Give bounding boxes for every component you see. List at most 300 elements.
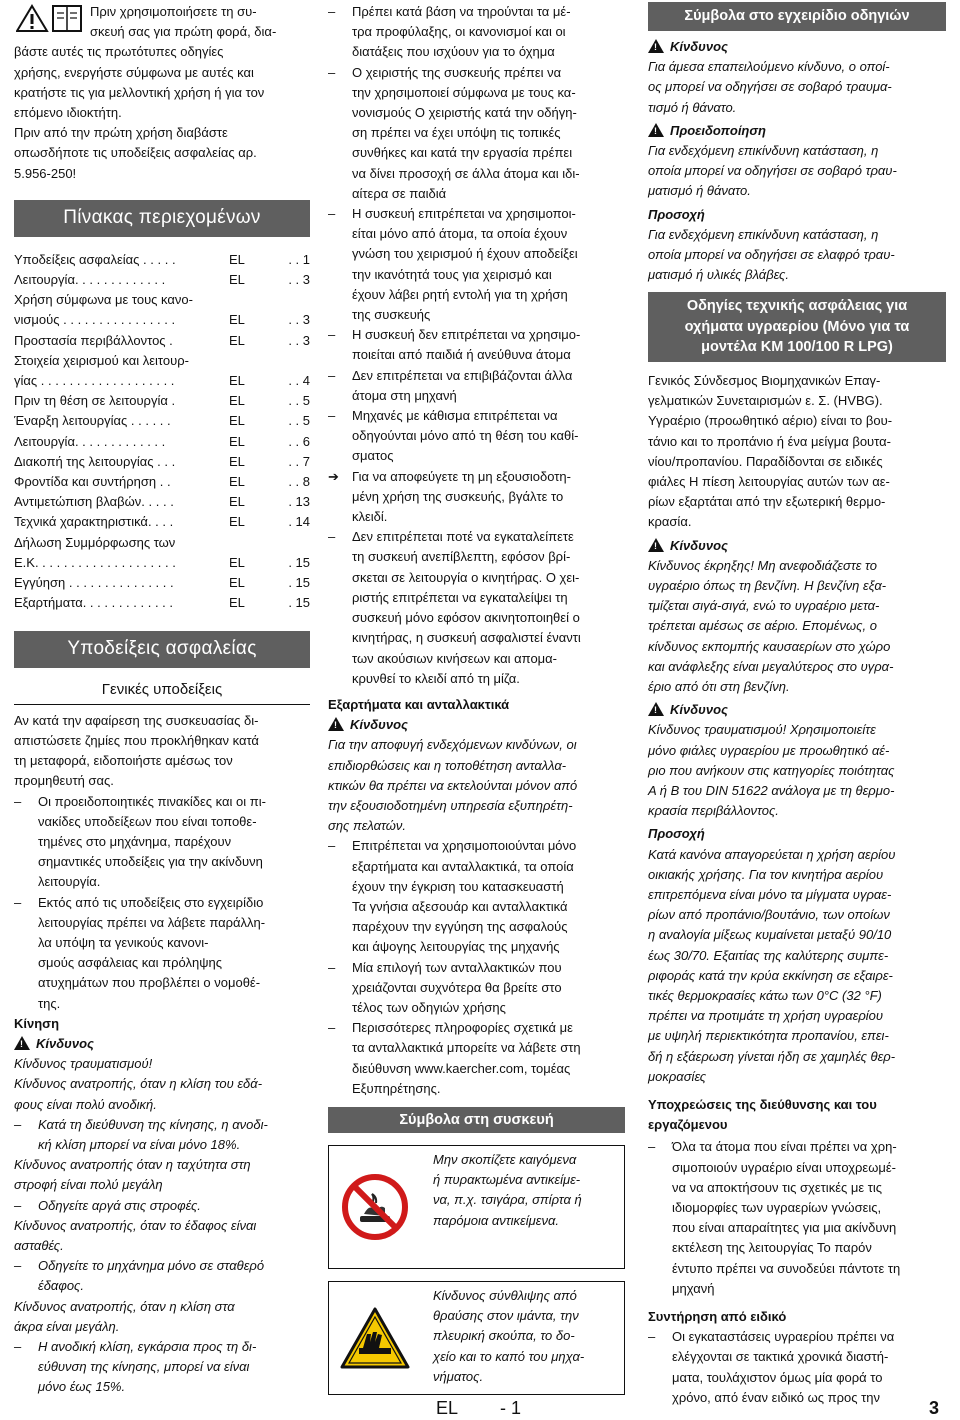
list-item — [328, 836, 625, 957]
toc-entry[interactable] — [14, 331, 310, 351]
text-line: οχήματα υγραερίου (Μόνο για τα — [684, 318, 910, 335]
text-line: Κίνδυνος ανατροπής, όταν η κλίση στα — [14, 1298, 235, 1314]
toc-entry-page: . . 6 — [288, 433, 310, 449]
toc-entry-page: . 13 — [288, 494, 310, 510]
bullet-dash: – — [648, 1139, 656, 1155]
text-line: έχουν λάβει ρητή εντολή για τη χρήση — [352, 286, 568, 302]
text-line: φιάλες Η πίεση λειτουργίας αυτών των αε- — [648, 473, 890, 489]
danger-label-text: Κίνδυνος — [36, 1035, 94, 1051]
list-item — [328, 63, 625, 204]
danger-label-text: Κίνδυνος — [350, 717, 408, 733]
warning-triangle-icon — [648, 39, 664, 53]
list-item — [328, 958, 625, 1019]
text-line: χρειάζονται συχνότερα θα βρείτε στο — [352, 979, 562, 995]
accessories-list — [328, 836, 625, 1099]
text-line: άκρα είναι μεγάλη. — [14, 1318, 120, 1334]
text-line: ριο που ανήκουν στις κατηγορίες ποιότητας — [648, 762, 895, 778]
list-item — [648, 1327, 946, 1408]
toc-entry[interactable] — [14, 512, 310, 532]
text-line: τη συσκευή ανεπίβλεπτη, εφόσον βρί- — [352, 549, 571, 565]
list-item — [328, 204, 625, 325]
toc-entry[interactable] — [14, 492, 310, 512]
list-item — [328, 2, 625, 63]
text-line: σκεται σε λειτουργία ο κινητήρας. Ο χει- — [352, 569, 580, 585]
text-line: Μία επιλογή των ανταλλακτικών που — [352, 959, 562, 975]
text-line: ματισμό ή υλικές βλάβες. — [648, 267, 789, 283]
no-burning-objects-icon — [329, 1146, 421, 1268]
danger-label-text: Κίνδυνος — [670, 537, 728, 553]
toc-entry-page: . 15 — [288, 595, 310, 611]
text-line: τημένες στο μηχάνημα, παρέχουν — [38, 833, 232, 849]
text-line: ελέγχονται σε τακτικά χρονικά διαστή- — [672, 1349, 889, 1365]
toc-entry-lang: EL — [229, 393, 245, 409]
text-line: τάνιο και το προπάνιο ή ένα μείγμα βουτα- — [648, 433, 891, 449]
text-line: Αν κατά την αφαίρεση της συσκευασίας δι- — [14, 712, 259, 728]
text-line: ρίων από προπάνιο/βουτάνιο, των οποίων — [648, 907, 890, 923]
text-line: να δίνει προσοχή σε άλλα άτομα και ιδι- — [352, 165, 580, 181]
text-line: κρασία. — [648, 514, 692, 530]
toc-entry[interactable] — [14, 391, 310, 411]
text-line: συσκευή μόνο εφόσον ακινητοποιηθεί ο — [352, 610, 580, 626]
text-line: έδαφος. — [38, 1278, 84, 1294]
warning-text — [648, 141, 946, 202]
text-line: την χρησιμοποιεί σύμφωνα με τους κα- — [352, 84, 576, 100]
text-line: σης πελατών. — [328, 818, 406, 834]
text-line: λειτουργίας πρέπει να λάβετε παράλλη- — [38, 914, 266, 930]
text-line: ση πρέπει να έχει υπόψη τις τοπικές — [352, 125, 561, 141]
text-line: χείο και το καπό του μηχα- — [433, 1348, 585, 1364]
text-line: Κίνδυνος ανατροπής, όταν το έδαφος είναι — [14, 1217, 257, 1233]
text-line: νήματος. — [433, 1368, 484, 1384]
text-line: τμίζεται σιγά-σιγά, ενώ το υγραέριο μετα- — [648, 598, 880, 614]
toc-title: Πίνακας περιεχομένων — [14, 200, 310, 237]
intro-line: Πριν από την πρώτη χρήση διαβάστε — [14, 125, 228, 141]
text-line: Υγραέριο (προωθητικό αέριο) είναι το βου- — [648, 413, 893, 429]
toc-entry-label: Ε.Κ. . . . . . . . . . . . . . . . . . . . — [14, 554, 176, 570]
toc-entry[interactable] — [14, 533, 310, 573]
toc-entry-lang: EL — [229, 332, 245, 348]
text-line: εύθυνση της κίνησης, μπορεί να είναι — [38, 1359, 250, 1375]
text-line: εργαζόμενου — [648, 1117, 728, 1133]
column-1 — [14, 2, 310, 1398]
danger-text — [648, 57, 946, 118]
symbol-no-burning-objects — [328, 1145, 625, 1269]
manual-symbols-title: Σύμβολα στο εγχειρίδιο οδηγιών — [648, 2, 946, 31]
toc-entry-page: . . 3 — [288, 332, 310, 348]
text-line: σμούς ασφάλειας και πρόληψης — [38, 955, 222, 971]
toc-entry-label: γίας . . . . . . . . . . . . . . . . . . . — [14, 373, 175, 389]
text-line: οποία μπορεί να οδηγήσει σε σοβαρό τραυ- — [648, 163, 897, 179]
text-line: ατυχημάτων που προβλέπει ο νομοθέ- — [38, 975, 261, 991]
text-line: ριφοράς κατά την κρύα εκκίνηση σε εξαιρε- — [648, 967, 893, 983]
toc-entry-label: Εξαρτήματα. . . . . . . . . . . . . — [14, 595, 174, 611]
text-line: κή κλίση μπορεί να είναι μόνο 18%. — [38, 1136, 241, 1152]
text-line: οποία μπορεί να οδηγήσει σε ελαφρό τραυ- — [648, 247, 895, 263]
text-line: λειτουργία. — [38, 874, 101, 890]
symbol-text — [421, 1282, 624, 1394]
toc-entry-lang: EL — [229, 575, 245, 591]
general-paragraph — [14, 711, 310, 792]
bullet-dash: – — [14, 1116, 22, 1132]
intro-line: χρήσης, ενεργήστε σύμφωνα με αυτές και — [14, 64, 254, 80]
text-line: Κίνδυνος ανατροπής όταν η ταχύτητα στη — [14, 1157, 251, 1173]
text-line: της. — [38, 995, 61, 1011]
bullet-dash: – — [328, 529, 336, 545]
toc-entry-label: Προστασία περιβάλλοντος . — [14, 332, 173, 348]
text-line: Α ή Β του DIN 51622 ανάλογα με τη θερμο- — [648, 783, 895, 798]
movement-danger-label — [14, 1034, 310, 1054]
list-item — [14, 1196, 310, 1216]
text-line: ιδιομορφίες των υγραερίων γνώσεις, — [672, 1200, 882, 1216]
symbol-text — [421, 1146, 624, 1268]
warning-triangle-icon — [648, 538, 664, 552]
text-line: Η συσκευή δεν επιτρέπεται να χρησιμο- — [352, 327, 581, 343]
text-line: Περισσότερες πληροφορίες σχετικά με — [352, 1020, 573, 1036]
toc-entry[interactable] — [14, 452, 310, 472]
text-line: ος μπορεί να οδηγήσει σε σοβαρό τραυμα- — [648, 79, 892, 95]
text-line: να, π.χ. τσιγάρα, σπίρτα ή — [433, 1192, 582, 1208]
footer-section-page: - 1 — [500, 1398, 522, 1418]
list-item — [328, 467, 625, 528]
text-line: σματος — [352, 448, 394, 464]
text-line: κτικών θα πρέπει να εκτελούνται μόνον από — [328, 777, 578, 793]
text-line: έριο από ότι στη βενζίνη. — [648, 678, 790, 694]
toc-entry-label-line1: Δήλωση Συμμόρφωσης των — [14, 534, 176, 550]
text-line: Κίνδυνος ανατροπής, όταν η κλίση του εδά- — [14, 1076, 263, 1092]
danger-label — [648, 536, 946, 556]
text-line: οδηγούνται μόνο από τη θέση του καθί- — [352, 428, 579, 444]
bullet-dash: – — [328, 408, 336, 424]
text-line: ριστής επιτρέπεται να εγκαταλείψει τη — [352, 589, 568, 605]
toc-entry-label-line1: Στοιχεία χειρισμού και λειτουρ- — [14, 352, 189, 368]
list-item — [14, 1256, 310, 1296]
text-line: νονισμούς Ο χειριστής κατά την οδήγη- — [352, 105, 577, 121]
text-line: Ο χειριστής της συσκευής πρέπει να — [352, 64, 562, 80]
list-item — [328, 366, 625, 406]
text-line: θραύσης στον ιμάντα, την — [433, 1308, 579, 1324]
general-heading: Γενικές υποδείξεις — [14, 676, 310, 704]
text-line: ματισμό ή θάνατο. — [648, 183, 751, 199]
text-line: αίτερα σε παιδιά — [352, 185, 447, 201]
text-line: κρασία περιβάλλοντος. — [648, 803, 779, 819]
toc-entry-lang: EL — [229, 312, 245, 328]
text-line: Δεν επιτρέπεται να επιβιβάζονται άλλα — [352, 367, 573, 383]
toc-entry-page: . 15 — [288, 554, 310, 570]
toc-entry-lang: EL — [229, 554, 245, 570]
bullet-dash: – — [328, 959, 336, 975]
text-line: Επιτρέπεται να χρησιμοποιούνται μόνο — [352, 838, 577, 854]
text-line: ασταθές. — [14, 1237, 64, 1253]
toc-entry-lang: EL — [229, 514, 245, 530]
text-line: Κίνδυνος σύνθλιψης από — [433, 1287, 577, 1303]
toc-entry-page: . . 4 — [288, 373, 310, 389]
list-item — [14, 1115, 310, 1155]
bullet-dash: – — [14, 1338, 22, 1354]
text-line: σημαντικές υποδείξεις για την ακίνδυνη — [38, 854, 263, 870]
caution-label: Προσοχή — [648, 206, 705, 222]
text-line: εκτέλεση της λειτουργίας Το παρόν — [672, 1240, 872, 1256]
toc-entry-lang: EL — [229, 373, 245, 389]
toc-entry-label: Πριν τη θέση σε λειτουργία . — [14, 393, 176, 409]
text-line: Πρέπει κατά βάση να τηρούνται τα μέ- — [352, 4, 571, 19]
toc-entry-page: . . 3 — [288, 312, 310, 328]
toc-entry-lang: EL — [229, 433, 245, 449]
bullet-dash: – — [328, 1020, 336, 1036]
accessories-heading: Εξαρτήματα και ανταλλακτικά — [328, 696, 510, 712]
text-line: που είναι απαραίτητες για μια ακίνδυνη — [672, 1220, 897, 1236]
list-item — [328, 1018, 625, 1099]
warning-triangle-icon — [648, 123, 664, 137]
text-line: Οδηγίες τεχνικής ασφάλειας για — [686, 298, 908, 315]
toc-entry-label: Φροντίδα και συντήρηση . . — [14, 474, 171, 490]
warning-triangle-icon — [328, 717, 344, 731]
toc-entry[interactable] — [14, 593, 310, 613]
text-line: Εξυπηρέτησης. — [352, 1080, 441, 1096]
text-line: είται μόνο από άτομα, τα οποία έχουν — [352, 226, 568, 242]
toc-entry-page: . . 8 — [288, 474, 310, 490]
text-line: μοκρασίες — [648, 1068, 707, 1084]
bullet-dash: – — [328, 206, 336, 222]
bullet-dash: – — [328, 838, 336, 854]
text-line: με υψηλή περιεκτικότητα προπανίου, επει- — [648, 1028, 889, 1044]
warning-label-text: Προειδοποίηση — [670, 122, 766, 138]
bullet-dash: – — [328, 64, 336, 80]
bullet-dash: – — [14, 894, 22, 910]
toc-entry-label: νισμούς . . . . . . . . . . . . . . . . — [14, 312, 176, 328]
text-line: Για την αποφυγή ενδεχόμενων κινδύνων, οι — [328, 737, 577, 753]
text-line: γελματικών Συνεταιρισμών ε. Σ. (HVBG). — [648, 393, 883, 409]
text-line: την ικανότητά τους για χειρισμό και — [352, 266, 552, 282]
bullet-dash: – — [648, 1329, 656, 1345]
text-line: Η ανοδική κλίση, εγκάρσια προς τη δι- — [38, 1338, 257, 1354]
list-item — [328, 527, 625, 689]
text-line: άτομα στη μηχανή — [352, 387, 457, 403]
intro-line: επόμενο ιδιοκτήτη. — [14, 105, 122, 121]
lpg-paragraph — [648, 371, 946, 533]
toc-entry-page: . 14 — [288, 514, 310, 530]
text-line: συνθήκες και κατά την εργασία πρέπει — [352, 145, 573, 161]
text-line: Τα γνήσια αξεσουάρ και ανταλλακτικά — [352, 898, 568, 914]
danger-label-text: Κίνδυνος — [670, 702, 728, 718]
toc-entry-page: . . 7 — [288, 453, 310, 469]
bullet-dash: – — [328, 367, 336, 383]
text-line: λα υπόψη τα γενικούς κανονι- — [38, 934, 209, 950]
toc-entry-lang: EL — [229, 494, 245, 510]
text-line: Κίνδυνος τραυματισμού! Χρησιμοποιείτε — [648, 722, 876, 738]
warning-label — [648, 121, 946, 141]
toc-entry[interactable] — [14, 472, 310, 492]
text-line: προμηθευτή σας. — [14, 773, 114, 789]
text-line: Κίνδυνος έκρηξης! Μη ανεφοδιάζεστε το — [648, 557, 877, 573]
list-item — [328, 325, 625, 365]
bullet-dash: – — [328, 327, 336, 343]
text-line: έντυπο πρέπει να συνοδεύει πάντοτε τη — [672, 1260, 901, 1276]
text-line: τρέπεται αμέσως σε αέριο. Επομένως, ο — [648, 618, 877, 634]
text-line: Κίνδυνος τραυματισμού! — [14, 1056, 153, 1072]
arrow-right-icon: ➔ — [328, 468, 339, 484]
text-line: υγραέριο όπως τη βενζίνη. Η βενζίνη εξα- — [648, 577, 887, 593]
toc-entry-lang: EL — [229, 595, 245, 611]
text-line: Υποχρεώσεις της διεύθυνσης και του — [648, 1097, 877, 1113]
intro-icons — [16, 4, 86, 34]
text-line: διεύθυνση www.kaercher.com, τομέας — [352, 1060, 571, 1076]
text-line: νίου/προπανίου. Παραδίδονται σε ειδικές — [648, 453, 883, 469]
toc-entry-label: Διακοπή της λειτουργίας . . . — [14, 453, 176, 469]
duties-heading — [648, 1095, 946, 1135]
bullet-dash: – — [14, 793, 22, 809]
text-line: φους είναι πολύ ανοδική. — [14, 1096, 157, 1112]
bullet-dash: – — [328, 4, 336, 19]
intro-line: σκευή σας για πρώτη φορά, δια- — [90, 24, 277, 40]
warning-triangle-icon — [648, 702, 664, 716]
text-line: έχουν την έγκριση του κατασκευαστή — [352, 878, 564, 894]
accessories-danger-label — [328, 715, 625, 735]
toc-entry-label: Λειτουργία. . . . . . . . . . . . . — [14, 272, 166, 288]
caution-label: Προσοχή — [648, 826, 705, 842]
text-line: ρίων εξαρτάται από την εξωτερική θερμο- — [648, 494, 886, 510]
intro-block — [14, 2, 310, 184]
toc-entry-label: Εγγύηση . . . . . . . . . . . . . . . — [14, 575, 174, 591]
text-line: Εκτός από τις υποδείξεις στο εγχειρίδιο — [38, 894, 264, 910]
warning-triangle-icon — [17, 6, 47, 31]
toc-entry[interactable] — [14, 411, 310, 431]
toc-entry-lang: EL — [229, 413, 245, 429]
danger-label — [648, 700, 946, 720]
text-line: μοντέλα KM 100/100 R LPG) — [701, 339, 893, 356]
text-line: Για άμεσα επαπειλούμενο κίνδυνο, ο οποί- — [648, 59, 890, 75]
text-line: η αναλογία μίξεως κυμαίνεται μεταξύ 90/10 — [648, 927, 892, 943]
intro-line: οπωσδήποτε τις υποδείξεις ασφαλείας αρ. — [14, 145, 257, 161]
specialist-heading: Συντήρηση από ειδικό — [648, 1309, 787, 1325]
text-line: ματα, τουλάχιστον όμως μία φορά το — [672, 1369, 883, 1385]
text-line: Γενικός Σύνδεσμος Βιομηχανικών Επαγ- — [648, 372, 881, 388]
text-line: Για ενδεχόμενη επικίνδυνη κατάσταση, η — [648, 226, 879, 242]
toc-entry-lang: EL — [229, 474, 245, 490]
toc-entry[interactable] — [14, 573, 310, 593]
toc-entry-label: Τεχνικά χαρακτηριστικά. . . . — [14, 514, 174, 530]
text-line: επιτρεπόμενα είναι μόνο τα μίγματα υγραε- — [648, 887, 892, 903]
text-line: Η συσκευή επιτρέπεται να χρησιμοποι- — [352, 206, 576, 222]
intro-line: κρατήστε τις για μελλοντική χρήση ή για τον — [14, 84, 265, 100]
text-line: κρυνθεί το κλειδί από τη μίζα. — [352, 670, 520, 686]
text-line: τέλος των οδηγιών χρήσης — [352, 999, 506, 1015]
text-line: μηχανή — [672, 1280, 715, 1296]
text-line: χρόνο, από έναν ειδικό ως προς την — [672, 1389, 881, 1405]
text-line: τικές θερμοκρασίες κάτω των 0°C (32 °F) — [648, 988, 882, 1004]
manual-book-icon — [53, 6, 81, 31]
accessories-text — [328, 735, 625, 836]
text-line: παρόμοια αντικείμενα. — [433, 1212, 560, 1228]
text-line: οικιακής χρήσης. Για τον κινητήρα αερίου — [648, 866, 884, 882]
toc-entry[interactable] — [14, 250, 310, 270]
toc-entry-page: . . 1 — [288, 251, 310, 267]
danger-label — [648, 37, 946, 57]
toc-entry-lang: EL — [229, 251, 245, 267]
text-line: Μηχανές με κάθισμα επιτρέπεται να — [352, 408, 558, 424]
column-3 — [648, 2, 946, 1408]
text-line: των ακούσιων κινήσεων και απομα- — [352, 650, 558, 666]
list-item — [648, 1137, 946, 1299]
toc-entry-lang: EL — [229, 272, 245, 288]
text-line: διατάξεις που ισχύουν για το όχημα — [352, 44, 555, 60]
text-line: Οδηγείτε το μηχάνημα μόνο σε σταθερό — [38, 1258, 265, 1274]
bullet-dash: – — [14, 1197, 22, 1213]
text-line: πρέπει να προτιμάτε τη χρήση υγραερίου — [648, 1008, 884, 1024]
injury-danger-text — [648, 720, 946, 821]
text-line: ή πυρακτωμένα αντικείμε- — [433, 1172, 581, 1188]
text-line: γνώση του χειρισμού ή έχουν αποδείξει — [352, 246, 578, 262]
text-line: στροφή είναι πολύ μεγάλη — [14, 1177, 163, 1193]
text-line: ποιείται από παιδιά ή ανεύθυνα άτομα — [352, 347, 571, 363]
text-line: δή η εξάερωση γίνεται ήδη σε χαμηλές θερ- — [648, 1048, 896, 1064]
text-line: πλευρική σκούπα, το δο- — [433, 1328, 575, 1344]
intro-line: Πριν χρησιμοποιήσετε τη συ- — [90, 4, 257, 19]
text-line: νακίδες υποδείξεων που είναι τοποθε- — [38, 813, 257, 829]
text-line: κίνδυνος εκπομπής καυσαερίων στο χώρο — [648, 638, 891, 654]
text-line: τη μεταφορά, ειδοποιήστε αμέσως τον — [14, 753, 233, 769]
text-line: την εξουσιοδοτημένη υπηρεσία εξυπηρέτη- — [328, 797, 573, 813]
text-line: Κατά τη διεύθυνση της κίνησης, η ανοδι- — [38, 1116, 268, 1132]
text-line: κλειδί. — [352, 509, 388, 525]
movement-block — [14, 1054, 310, 1397]
text-line: κινητήρας, η συσκευή ασφαλιστεί έναντι — [352, 630, 581, 646]
text-line: επιδιορθώσεις και η τοποθέτηση ανταλλα- — [328, 757, 567, 773]
text-line: Οι εγκαταστάσεις υγραερίου πρέπει να — [672, 1329, 895, 1345]
toc-entry-page: . . 5 — [288, 393, 310, 409]
toc-entry[interactable] — [14, 432, 310, 452]
toc-entry-label: Αντιμετώπιση βλαβών. . . . . — [14, 494, 174, 510]
lpg-title — [648, 292, 946, 362]
column-2 — [328, 2, 625, 1395]
text-line: τρα προφύλαξης, οι κανονισμοί και οι — [352, 24, 566, 40]
toc-entry-label: Λειτουργία. . . . . . . . . . . . . — [14, 433, 166, 449]
footer-language: EL — [436, 1398, 459, 1418]
text-line: μόνο φιάλες υγραερίου με προωθητικό αέ- — [648, 742, 890, 758]
list-item — [14, 893, 310, 1014]
text-line: και ανάφλεξης είναι μεγαλύτερος στο υγρα- — [648, 658, 894, 674]
text-line: τισμό ή θάνατο. — [648, 99, 737, 115]
danger-label-text: Κίνδυνος — [670, 39, 728, 54]
bullet-dash: – — [14, 1258, 22, 1274]
toc-entry[interactable] — [14, 351, 310, 391]
device-symbols-title: Σύμβολα στη συσκευή — [328, 1107, 625, 1133]
warning-triangle-icon — [14, 1036, 30, 1050]
footer-page-number: 3 — [929, 1398, 940, 1418]
intro-line: βάστε αυτές τις πρωτότυπες οδηγίες — [14, 44, 224, 60]
gas-caution-text — [648, 845, 946, 1087]
text-line: τα ανταλλακτικά μπορείτε να λάβετε στη — [352, 1040, 581, 1056]
list-item — [14, 1337, 310, 1398]
symbol-crush-hazard — [328, 1281, 625, 1395]
text-line: Για να αποφεύγετε τη μη εξουσιοδοτη- — [352, 468, 571, 484]
toc-entry-label: Έναρξη λειτουργίας . . . . . . — [14, 413, 171, 429]
toc-entry[interactable] — [14, 270, 310, 290]
text-line: σιμοποιούν υγραέριο είναι υποχρεωμέ- — [672, 1159, 896, 1175]
text-line: της συσκευής — [352, 307, 431, 323]
text-line: Δεν επιτρέπεται ποτέ να εγκαταλείπετε — [352, 529, 574, 545]
text-line: Όλα τα άτομα που είναι πρέπει να χρη- — [672, 1139, 897, 1155]
toc-entry[interactable] — [14, 290, 310, 330]
text-line: Για ενδεχόμενη επικίνδυνη κατάσταση, η — [648, 143, 879, 159]
hand-crush-warning-icon — [329, 1282, 421, 1394]
text-line: μόνο έως 15%. — [38, 1379, 126, 1395]
toc-list — [14, 250, 310, 614]
text-line: παρέχουν την εγγύηση της ασφαλούς — [352, 919, 568, 935]
toc-entry-label: Υποδείξεις ασφαλείας . . . . . — [14, 251, 176, 267]
rules-list — [328, 2, 625, 689]
text-line: και άψογης λειτουργίας της μηχανής — [352, 939, 560, 955]
list-item — [328, 406, 625, 467]
